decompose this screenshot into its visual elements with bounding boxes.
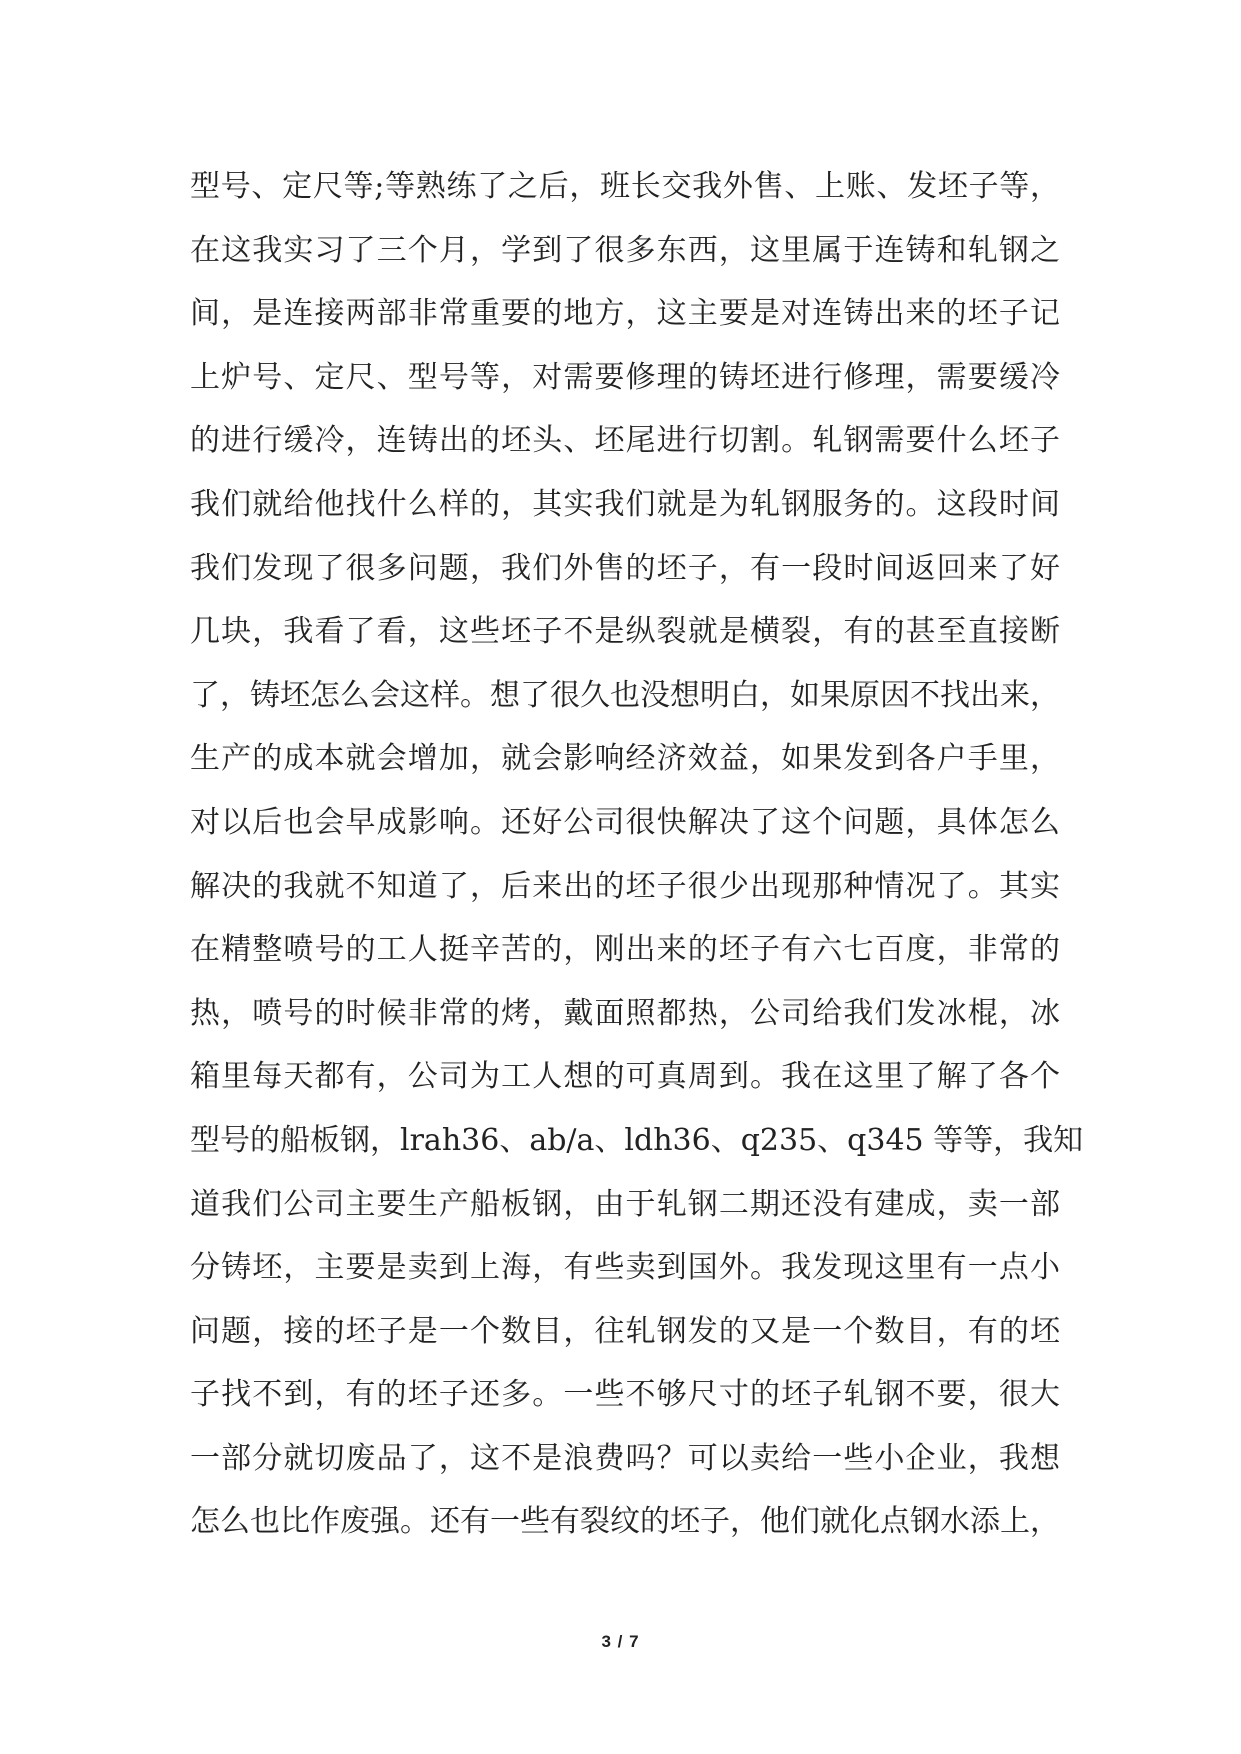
text-line: 几块，我看了看，这些坯子不是纵裂就是横裂，有的甚至直接断	[190, 614, 1060, 650]
text-line: 热，喷号的时候非常的烤，戴面照都热，公司给我们发冰棍，冰	[190, 995, 1060, 1031]
text-line: 我们发现了很多问题，我们外售的坯子，有一段时间返回来了好	[190, 550, 1060, 586]
body-text	[190, 155, 1084, 1554]
text-line: 问题，接的坯子是一个数目，往轧钢发的又是一个数目，有的坯	[190, 1313, 1060, 1349]
text-line: 解决的我就不知道了，后来出的坯子很少出现那种情况了。其实	[190, 868, 1060, 904]
text-line: 型号、定尺等;等熟练了之后，班长交我外售、上账、发坯子等，	[190, 169, 1060, 204]
text-line: 怎么也比作废强。还有一些有裂纹的坯子，他们就化点钢水添上，	[190, 1504, 1060, 1540]
text-line: 在这我实习了三个月，学到了很多东西，这里属于连铸和轧钢之	[190, 232, 1060, 268]
text-line: 一部分就切废品了，这不是浪费吗？可以卖给一些小企业，我想	[190, 1440, 1060, 1476]
text-line: 在精整喷号的工人挺辛苦的，刚出来的坯子有六七百度，非常的	[190, 932, 1060, 968]
text-line: 上炉号、定尺、型号等，对需要修理的铸坯进行修理，需要缓冷	[190, 359, 1060, 395]
text-line: 子找不到，有的坯子还多。一些不够尺寸的坯子轧钢不要，很大	[190, 1377, 1060, 1413]
page-number: 3 / 7	[601, 1632, 640, 1651]
text-line: 分铸坯，主要是卖到上海，有些卖到国外。我发现这里有一点小	[190, 1250, 1060, 1286]
text-line: 的进行缓冷，连铸出的坯头、坯尾进行切割。轧钢需要什么坯子	[190, 423, 1060, 459]
text-line: 间，是连接两部非常重要的地方，这主要是对连铸出来的坯子记	[190, 296, 1060, 332]
text-line: 型号的船板钢，lrah36、ab/a、ldh36、q235、q345 等等，我知	[190, 1122, 1084, 1158]
text-line: 了，铸坯怎么会这样。想了很久也没想明白，如果原因不找出来，	[190, 677, 1060, 713]
text-line: 箱里每天都有，公司为工人想的可真周到。我在这里了解了各个	[190, 1059, 1060, 1095]
text-line: 对以后也会早成影响。还好公司很快解决了这个问题，具体怎么	[190, 804, 1060, 840]
text-line: 道我们公司主要生产船板钢，由于轧钢二期还没有建成，卖一部	[190, 1186, 1060, 1222]
text-line: 我们就给他找什么样的，其实我们就是为轧钢服务的。这段时间	[190, 486, 1060, 522]
text-line: 生产的成本就会增加，就会影响经济效益，如果发到各户手里，	[190, 741, 1060, 777]
